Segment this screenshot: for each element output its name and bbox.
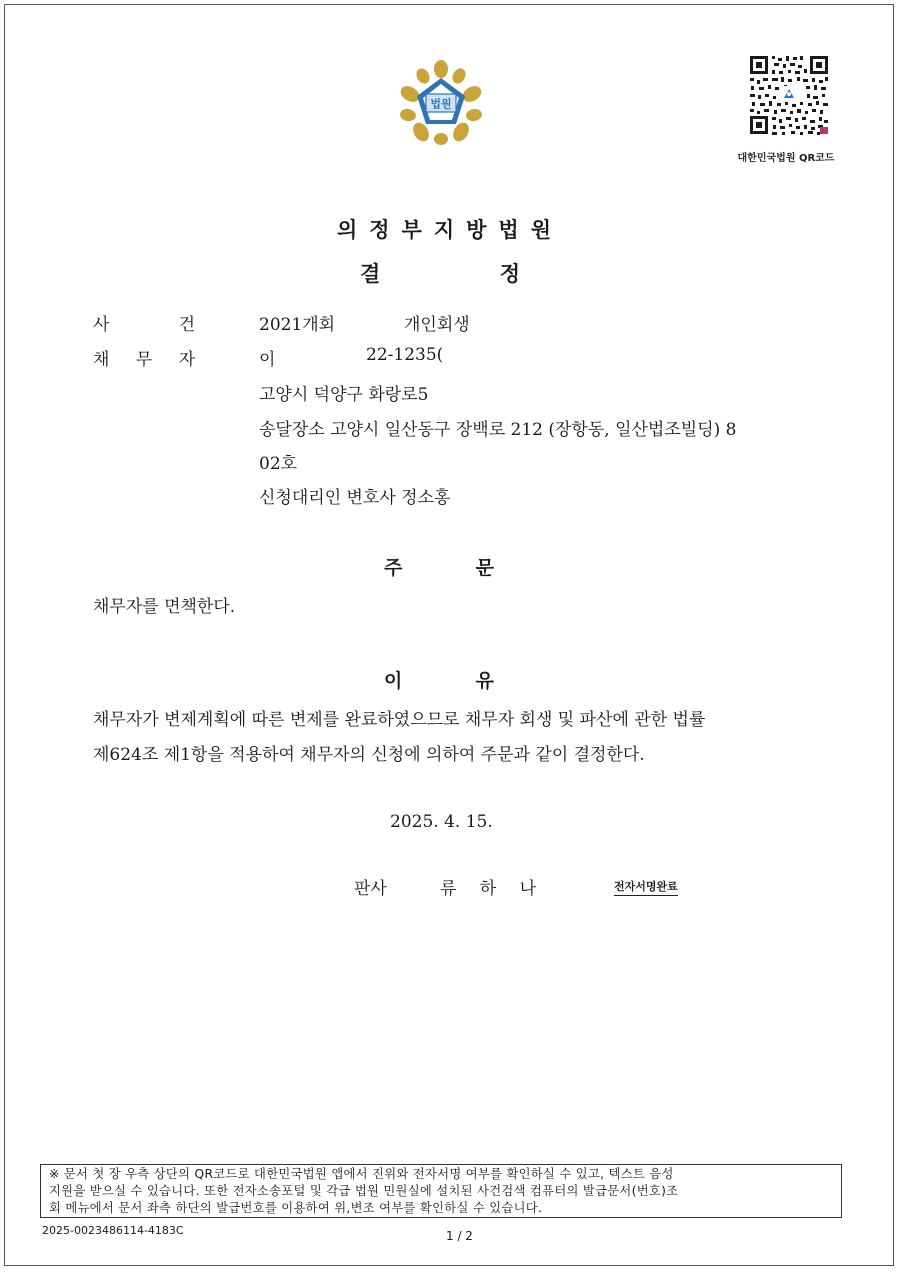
- service-address-line1: 송달장소 고양시 일산동구 장백로 212 (장항동, 일산법조빌딩) 8: [259, 420, 737, 440]
- debtor-address: 고양시 덕양구 화랑로5: [259, 385, 429, 405]
- page-number: 1 / 2: [446, 1229, 473, 1243]
- document-type-title: 결 정: [360, 262, 520, 286]
- notice-line: ※ 문서 첫 장 우측 상단의 QR코드로 대한민국법원 앱에서 진위와 전자서명 여부를 확인하실 수 있고, 텍스트 음성: [49, 1167, 674, 1181]
- page-border: [4, 4, 894, 1266]
- seal-text: 법원: [430, 97, 452, 111]
- qr-code-label: 대한민국법원 QR코드: [737, 153, 835, 164]
- case-number: 2021개회: [259, 315, 336, 335]
- qr-code[interactable]: [748, 54, 830, 136]
- ruling-text: 채무자를 면책한다.: [93, 597, 236, 617]
- decision-date: 2025. 4. 15.: [390, 812, 493, 832]
- debtor-id-number: 22-1235(: [366, 345, 444, 365]
- debtor-name: 이: [259, 350, 276, 370]
- reason-title: 이 유: [384, 670, 494, 692]
- judge-name: 류 하 나: [440, 879, 536, 899]
- notice-line: 회 메뉴에서 문서 좌측 하단의 발급번호를 이용하여 위,변조 여부를 확인하실 수 있습니다.: [49, 1201, 543, 1215]
- legal-agent: 신청대리인 변호사 정소홍: [259, 488, 451, 508]
- reason-text-line2: 제624조 제1항을 적용하여 채무자의 신청에 의하여 주문과 같이 결정한다.: [93, 745, 645, 765]
- ruling-title: 주 문: [384, 557, 494, 579]
- case-type: 개인회생: [404, 315, 470, 335]
- reason-text-line1: 채무자가 변제계획에 따른 변제를 완료하였으므로 채무자 회생 및 파산에 관한 법률: [93, 710, 706, 730]
- case-label: 사 건: [93, 315, 195, 335]
- issue-number: 2025-0023486114-4183C: [42, 1224, 184, 1237]
- judge-title: 판사: [354, 879, 387, 899]
- debtor-label: 채 무 자: [93, 350, 195, 370]
- electronic-signature-mark: 전자서명완료: [614, 878, 678, 896]
- notice-line: 지원을 받으실 수 있습니다. 또한 전자소송포털 및 각급 법원 민원실에 설치된 사건검색 컴퓨터의 발급문서(번호)조: [49, 1184, 679, 1198]
- court-name: 의정부지방법원: [336, 218, 563, 242]
- service-address-line2: 02호: [259, 454, 298, 474]
- verification-notice-box: [40, 1164, 842, 1218]
- court-seal-emblem: [398, 60, 484, 146]
